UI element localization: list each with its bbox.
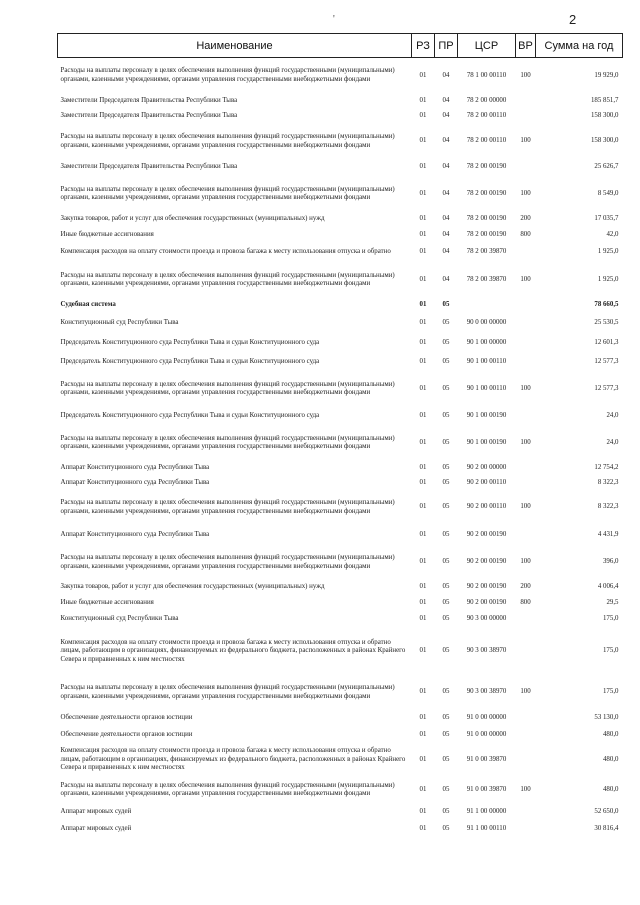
cell-name: Расходы на выплаты персоналу в целях обеспечения выполнения функций государственными (муниципальными) органами, казенными учреждениями, органами управления государственными внебюджетными фондами [60, 185, 395, 201]
cell-rz: 01 [419, 189, 427, 197]
table-row [58, 710, 623, 728]
header-csr: ЦСР [458, 34, 516, 58]
cell-name: Аппарат Конституционного суда Республики Тыва [60, 463, 210, 471]
table-row [58, 822, 623, 837]
cell-sum: 1 925,0 [597, 248, 619, 256]
cell-rz: 01 [419, 438, 427, 446]
cell-pr: 04 [442, 230, 450, 238]
cell-pr: 05 [442, 688, 450, 696]
page-number: 2 [569, 12, 577, 27]
cell-rz: 01 [419, 357, 427, 365]
cell-sum: 52 650,0 [594, 808, 619, 816]
cell-csr: 90 2 00 00190 [466, 558, 507, 566]
cell-name: Аппарат Конституционного суда Республики Тыва [60, 530, 210, 538]
cell-csr: 91 0 00 39870 [466, 785, 507, 793]
cell-rz: 01 [419, 230, 427, 238]
cell-csr: 78 2 00 00000 [466, 96, 507, 104]
cell-csr: 90 3 00 38970 [466, 647, 507, 655]
cell-vr [516, 334, 536, 353]
cell-sum: 17 035,7 [594, 215, 619, 223]
table-row [58, 228, 623, 243]
cell-csr: 78 1 00 00110 [466, 71, 507, 79]
cell-csr: 78 2 00 00190 [466, 215, 507, 223]
cell-sum: 185 851,7 [590, 96, 619, 104]
cell-name: Обеспечение деятельности органов юстиции [60, 714, 193, 722]
table-header [58, 34, 623, 58]
cell-csr: 78 2 00 00190 [466, 163, 507, 171]
cell-vr: 100 [520, 688, 531, 696]
cell-name: Расходы на выплаты персоналу в целях обеспечения выполнения функций государственными (муниципальными) органами, казенными учреждениями, органами управления государственными внебюджетными фондами [60, 133, 395, 149]
cell-vr: 100 [520, 558, 531, 566]
cell-sum: 29,5 [606, 599, 619, 607]
cell-name: Компенсация расходов на оплату стоимости проезда и провоза багажа к месту использования отпуска и обратно [60, 248, 391, 256]
cell-csr: 90 2 00 00110 [466, 478, 507, 486]
cell-sum: 480,0 [602, 785, 619, 793]
table-row [58, 476, 623, 491]
cell-pr: 05 [442, 647, 450, 655]
cell-rz: 01 [419, 163, 427, 171]
cell-vr: 800 [520, 599, 531, 607]
cell-vr [516, 744, 536, 777]
cell-rz: 01 [419, 384, 427, 392]
cell-name: Судебная система [60, 301, 116, 309]
cell-vr: 100 [520, 275, 531, 283]
cell-sum: 78 660,5 [594, 301, 619, 309]
cell-sum: 25 530,5 [594, 319, 619, 327]
cell-pr: 05 [442, 384, 450, 392]
cell-name: Иные бюджетные ассигнования [60, 599, 154, 607]
table-row [58, 407, 623, 426]
table-row [58, 612, 623, 628]
cell-name: Конституционный суд Республики Тыва [60, 615, 179, 623]
cell-sum: 158 300,0 [590, 112, 619, 120]
cell-rz: 01 [419, 248, 427, 256]
cell-vr [516, 243, 536, 263]
cell-rz: 01 [419, 558, 427, 566]
table-row [58, 298, 623, 314]
cell-csr: 78 2 00 00190 [466, 230, 507, 238]
cell-name: Закупка товаров, работ и услуг для обеспечения государственных (муниципальных) нужд [60, 215, 325, 223]
table-row [58, 314, 623, 334]
cell-sum: 12 577,3 [594, 384, 619, 392]
cell-csr: 78 2 00 39870 [466, 248, 507, 256]
cell-pr: 05 [442, 731, 450, 739]
cell-sum: 30 816,4 [594, 824, 619, 832]
cell-pr: 04 [442, 137, 450, 145]
header-pr: ПР [435, 34, 458, 58]
cell-sum: 396,0 [602, 558, 619, 566]
cell-pr: 05 [442, 583, 450, 591]
cell-sum: 12 577,3 [594, 357, 619, 365]
cell-pr: 05 [442, 411, 450, 419]
cell-vr [516, 612, 536, 628]
budget-table [57, 33, 623, 837]
cell-rz: 01 [419, 808, 427, 816]
cell-rz: 01 [419, 301, 427, 309]
cell-csr: 90 3 00 38970 [466, 688, 507, 696]
table-row [58, 177, 623, 212]
table-row [58, 491, 623, 525]
cell-name: Расходы на выплаты персоналу в целях обеспечения выполнения функций государственными (муниципальными) органами, казенными учреждениями, органами управления государственными внебюджетными фондами [60, 554, 395, 570]
cell-csr: 91 0 00 00000 [466, 714, 507, 722]
table-row [58, 353, 623, 372]
cell-vr [516, 525, 536, 546]
cell-vr [516, 461, 536, 476]
cell-pr: 05 [442, 338, 450, 346]
cell-name: Обеспечение деятельности органов юстиции [60, 731, 193, 739]
table-body [58, 58, 623, 837]
cell-csr: 90 2 00 00190 [466, 583, 507, 591]
table-row [58, 58, 623, 94]
cell-name: Расходы на выплаты персоналу в целях обеспечения выполнения функций государственными (муниципальными) органами, казенными учреждениями, органами управления государственными внебюджетными фондами [60, 380, 395, 396]
cell-csr: 91 0 00 39870 [466, 755, 507, 763]
cell-vr [516, 353, 536, 372]
cell-sum: 175,0 [602, 647, 619, 655]
cell-vr: 200 [520, 583, 531, 591]
table-row [58, 596, 623, 612]
cell-sum: 8 322,3 [597, 478, 619, 486]
cell-sum: 4 431,9 [597, 530, 619, 538]
header-vr: ВР [516, 34, 536, 58]
cell-csr: 90 1 00 00000 [466, 338, 507, 346]
table-row [58, 546, 623, 580]
cell-vr [516, 710, 536, 728]
cell-pr: 05 [442, 438, 450, 446]
cell-name: Аппарат Конституционного суда Республики Тыва [60, 478, 210, 486]
cell-name: Компенсация расходов на оплату стоимости проезда и провоза багажа к месту использования отпуска и обратно лицам, работающим в организациях, финансируемых из федерального бюджета, расположенных в районах Крайнего Севера и приравненных к ним местностях [60, 638, 406, 663]
cell-name: Расходы на выплаты персоналу в целях обеспечения выполнения функций государственными (муниципальными) органами, казенными учреждениями, органами управления государственными внебюджетными фондами [60, 434, 395, 450]
cell-sum: 158 300,0 [590, 137, 619, 145]
cell-rz: 01 [419, 755, 427, 763]
cell-sum: 480,0 [602, 755, 619, 763]
cell-vr: 100 [520, 503, 531, 511]
cell-csr: 78 2 00 00110 [466, 137, 507, 145]
cell-rz: 01 [419, 275, 427, 283]
cell-rz: 01 [419, 530, 427, 538]
table-row [58, 777, 623, 804]
cell-pr: 05 [442, 357, 450, 365]
table-row [58, 804, 623, 822]
cell-csr: 90 2 00 00110 [466, 503, 507, 511]
cell-csr: 90 1 00 00190 [466, 411, 507, 419]
cell-pr: 05 [442, 714, 450, 722]
cell-rz: 01 [419, 647, 427, 655]
cell-pr: 05 [442, 615, 450, 623]
cell-pr: 05 [442, 808, 450, 816]
scan-mark: ' [333, 14, 335, 25]
cell-pr: 05 [442, 503, 450, 511]
cell-vr [516, 314, 536, 334]
cell-rz: 01 [419, 319, 427, 327]
header-sum: Сумма на год [536, 34, 623, 58]
cell-pr: 05 [442, 478, 450, 486]
cell-rz: 01 [419, 112, 427, 120]
cell-rz: 01 [419, 583, 427, 591]
cell-pr: 05 [442, 785, 450, 793]
cell-pr: 05 [442, 824, 450, 832]
cell-sum: 12 754,2 [594, 463, 619, 471]
cell-vr: 100 [520, 438, 531, 446]
cell-rz: 01 [419, 215, 427, 223]
cell-csr: 91 0 00 00000 [466, 731, 507, 739]
header-rz: РЗ [412, 34, 435, 58]
cell-rz: 01 [419, 338, 427, 346]
cell-csr: 90 2 00 00190 [466, 530, 507, 538]
table-row [58, 580, 623, 596]
cell-vr: 100 [520, 189, 531, 197]
cell-csr: 90 1 00 00190 [466, 438, 507, 446]
cell-pr: 05 [442, 558, 450, 566]
cell-name: Компенсация расходов на оплату стоимости проезда и провоза багажа к месту использования отпуска и обратно лицам, работающим в организациях, финансируемых из федерального бюджета, расположенных в районах Крайнего Севера и приравненных к ним местностях [60, 747, 406, 772]
cell-csr: 90 1 00 00110 [466, 357, 507, 365]
cell-sum: 12 601,3 [594, 338, 619, 346]
cell-rz: 01 [419, 478, 427, 486]
table-row [58, 334, 623, 353]
table-row [58, 125, 623, 159]
cell-name: Расходы на выплаты персоналу в целях обеспечения выполнения функций государственными (муниципальными) органами, казенными учреждениями, органами управления государственными внебюджетными фондами [60, 684, 395, 700]
cell-sum: 175,0 [602, 615, 619, 623]
cell-csr: 91 1 00 00110 [466, 824, 507, 832]
table-row [58, 243, 623, 263]
cell-pr: 04 [442, 189, 450, 197]
cell-sum: 24,0 [606, 411, 619, 419]
table-row [58, 263, 623, 298]
cell-vr: 100 [520, 137, 531, 145]
cell-sum: 53 130,0 [594, 714, 619, 722]
cell-vr [516, 822, 536, 837]
cell-sum: 42,0 [606, 230, 619, 238]
cell-vr: 800 [520, 230, 531, 238]
table-row [58, 212, 623, 228]
cell-vr [516, 628, 536, 676]
cell-name: Расходы на выплаты персоналу в целях обеспечения выполнения функций государственными (муниципальными) органами, казенными учреждениями, органами управления государственными внебюджетными фондами [60, 67, 395, 83]
cell-pr: 05 [442, 319, 450, 327]
cell-sum: 25 626,7 [594, 163, 619, 171]
cell-csr: 90 0 00 00000 [466, 319, 507, 327]
table-row [58, 676, 623, 710]
cell-csr: 90 2 00 00190 [466, 599, 507, 607]
cell-vr [516, 476, 536, 491]
cell-vr [516, 298, 536, 314]
cell-pr: 04 [442, 275, 450, 283]
cell-pr: 05 [442, 755, 450, 763]
cell-vr: 100 [520, 785, 531, 793]
cell-vr: 100 [520, 71, 531, 79]
cell-name: Конституционный суд Республики Тыва [60, 319, 179, 327]
cell-pr: 04 [442, 71, 450, 79]
cell-rz: 01 [419, 599, 427, 607]
cell-name: Закупка товаров, работ и услуг для обеспечения государственных (муниципальных) нужд [60, 583, 325, 591]
cell-vr [516, 804, 536, 822]
table-row [58, 461, 623, 476]
cell-pr: 05 [442, 301, 450, 309]
cell-vr [516, 94, 536, 109]
cell-name: Заместители Председателя Правительства Республики Тыва [60, 96, 238, 104]
cell-sum: 480,0 [602, 731, 619, 739]
cell-rz: 01 [419, 785, 427, 793]
cell-sum: 19 929,0 [594, 71, 619, 79]
cell-sum: 8 322,3 [597, 503, 619, 511]
table-row [58, 744, 623, 777]
cell-pr: 04 [442, 215, 450, 223]
cell-name: Аппарат мировых судей [60, 824, 132, 832]
cell-rz: 01 [419, 463, 427, 471]
cell-name: Председатель Конституционного суда Республики Тыва и судьи Конституционного суда [60, 357, 320, 365]
cell-pr: 05 [442, 599, 450, 607]
cell-csr: 78 2 00 39870 [466, 275, 507, 283]
cell-vr [516, 109, 536, 125]
cell-rz: 01 [419, 714, 427, 722]
cell-rz: 01 [419, 731, 427, 739]
cell-rz: 01 [419, 615, 427, 623]
cell-rz: 01 [419, 137, 427, 145]
cell-csr: 91 1 00 00000 [466, 808, 507, 816]
cell-sum: 175,0 [602, 688, 619, 696]
cell-csr: 90 1 00 00110 [466, 384, 507, 392]
cell-name: Иные бюджетные ассигнования [60, 230, 154, 238]
cell-name: Расходы на выплаты персоналу в целях обеспечения выполнения функций государственными (муниципальными) органами, казенными учреждениями, органами управления государственными внебюджетными фондами [60, 781, 395, 797]
table-row [58, 628, 623, 676]
cell-name: Заместители Председателя Правительства Республики Тыва [60, 163, 238, 171]
cell-name: Расходы на выплаты персоналу в целях обеспечения выполнения функций государственными (муниципальными) органами, казенными учреждениями, органами управления государственными внебюджетными фондами [60, 271, 395, 287]
table-row [58, 109, 623, 125]
cell-vr: 100 [520, 384, 531, 392]
table-row [58, 94, 623, 109]
cell-rz: 01 [419, 96, 427, 104]
cell-sum: 4 006,4 [597, 583, 619, 591]
table-row [58, 372, 623, 407]
cell-csr [458, 298, 516, 314]
cell-rz: 01 [419, 688, 427, 696]
cell-csr: 90 2 00 00000 [466, 463, 507, 471]
table-row [58, 728, 623, 744]
cell-pr: 04 [442, 96, 450, 104]
cell-name: Заместители Председателя Правительства Республики Тыва [60, 112, 238, 120]
cell-pr: 04 [442, 248, 450, 256]
cell-vr [516, 728, 536, 744]
table-row [58, 525, 623, 546]
cell-pr: 05 [442, 463, 450, 471]
cell-rz: 01 [419, 824, 427, 832]
cell-rz: 01 [419, 503, 427, 511]
cell-rz: 01 [419, 71, 427, 79]
table-row [58, 426, 623, 461]
cell-vr: 200 [520, 215, 531, 223]
cell-sum: 24,0 [606, 438, 619, 446]
cell-pr: 05 [442, 530, 450, 538]
cell-name: Расходы на выплаты персоналу в целях обеспечения выполнения функций государственными (муниципальными) органами, казенными учреждениями, органами управления государственными внебюджетными фондами [60, 499, 395, 515]
cell-csr: 78 2 00 00110 [466, 112, 507, 120]
cell-csr: 90 3 00 00000 [466, 615, 507, 623]
cell-csr: 78 2 00 00190 [466, 189, 507, 197]
cell-vr [516, 407, 536, 426]
cell-name: Председатель Конституционного суда Республики Тыва и судьи Конституционного суда [60, 338, 320, 346]
cell-pr: 04 [442, 112, 450, 120]
cell-name: Аппарат мировых судей [60, 808, 132, 816]
cell-vr [516, 159, 536, 177]
header-name: Наименование [58, 34, 412, 58]
cell-pr: 04 [442, 163, 450, 171]
cell-rz: 01 [419, 411, 427, 419]
cell-name: Председатель Конституционного суда Республики Тыва и судьи Конституционного суда [60, 411, 320, 419]
table-row [58, 159, 623, 177]
cell-sum: 1 925,0 [597, 275, 619, 283]
cell-sum: 8 549,0 [597, 189, 619, 197]
